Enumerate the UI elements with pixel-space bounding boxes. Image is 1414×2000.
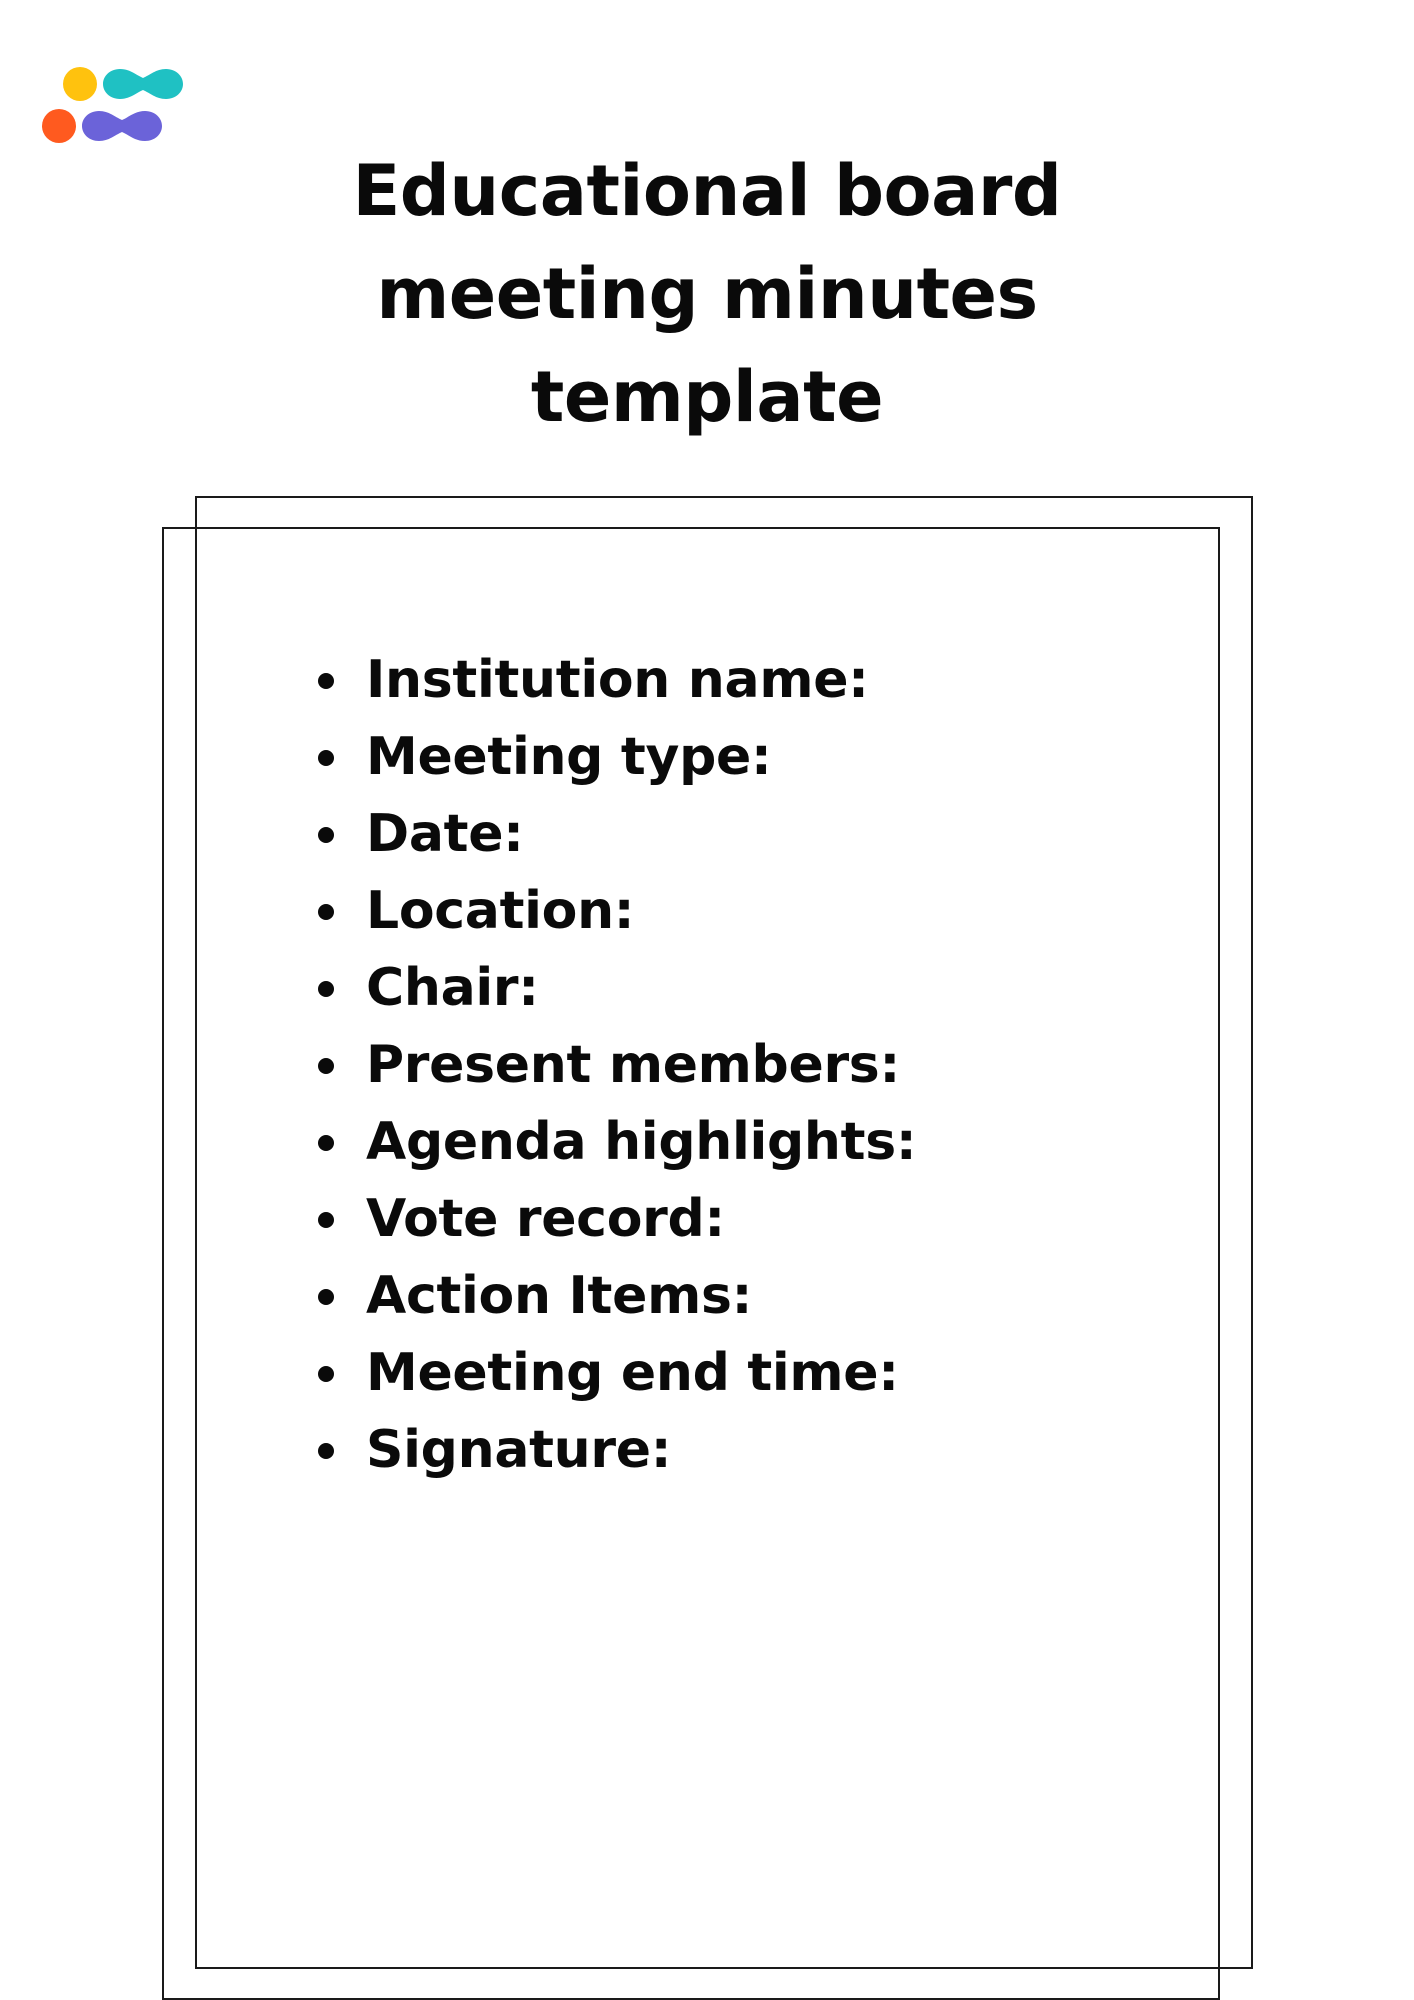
- bullet-icon: [318, 1212, 334, 1228]
- bullet-icon: [318, 827, 334, 843]
- bullet-icon: [318, 1366, 334, 1382]
- minutes-field-list: [306, 642, 916, 1489]
- bullet-icon: [318, 1135, 334, 1151]
- field-present-members: [306, 1027, 916, 1104]
- field-label: Meeting type:: [366, 727, 772, 787]
- page-title: Educational board meeting minutes template: [352, 150, 1062, 438]
- logo-wave-purple: [82, 111, 162, 141]
- field-location: [306, 873, 916, 950]
- field-institution-name: [306, 642, 916, 719]
- field-label: Chair:: [366, 958, 539, 1018]
- logo-dot-yellow: [63, 67, 97, 101]
- field-label: Date:: [366, 804, 524, 864]
- field-meeting-type: [306, 719, 916, 796]
- bullet-icon: [318, 904, 334, 920]
- field-label: Agenda highlights:: [366, 1112, 917, 1172]
- field-chair: [306, 950, 916, 1027]
- field-agenda-highlights: [306, 1104, 916, 1181]
- field-date: [306, 796, 916, 873]
- field-action-items: [306, 1258, 916, 1335]
- bullet-icon: [318, 1289, 334, 1305]
- bullet-icon: [318, 673, 334, 689]
- field-label: Signature:: [366, 1420, 672, 1480]
- field-meeting-end-time: [306, 1335, 916, 1412]
- bullet-icon: [318, 750, 334, 766]
- brand-logo-icon: [38, 66, 188, 150]
- bullet-icon: [318, 981, 334, 997]
- field-label: Present members:: [366, 1035, 900, 1095]
- logo-dot-orange: [42, 109, 76, 143]
- field-signature: [306, 1412, 916, 1489]
- field-label: Meeting end time:: [366, 1343, 899, 1403]
- field-label: Institution name:: [366, 650, 869, 710]
- field-label: Action Items:: [366, 1266, 753, 1326]
- logo-wave-teal: [103, 69, 183, 99]
- bullet-icon: [318, 1058, 334, 1074]
- field-label: Vote record:: [366, 1189, 725, 1249]
- field-label: Location:: [366, 881, 635, 941]
- field-vote-record: [306, 1181, 916, 1258]
- bullet-icon: [318, 1443, 334, 1459]
